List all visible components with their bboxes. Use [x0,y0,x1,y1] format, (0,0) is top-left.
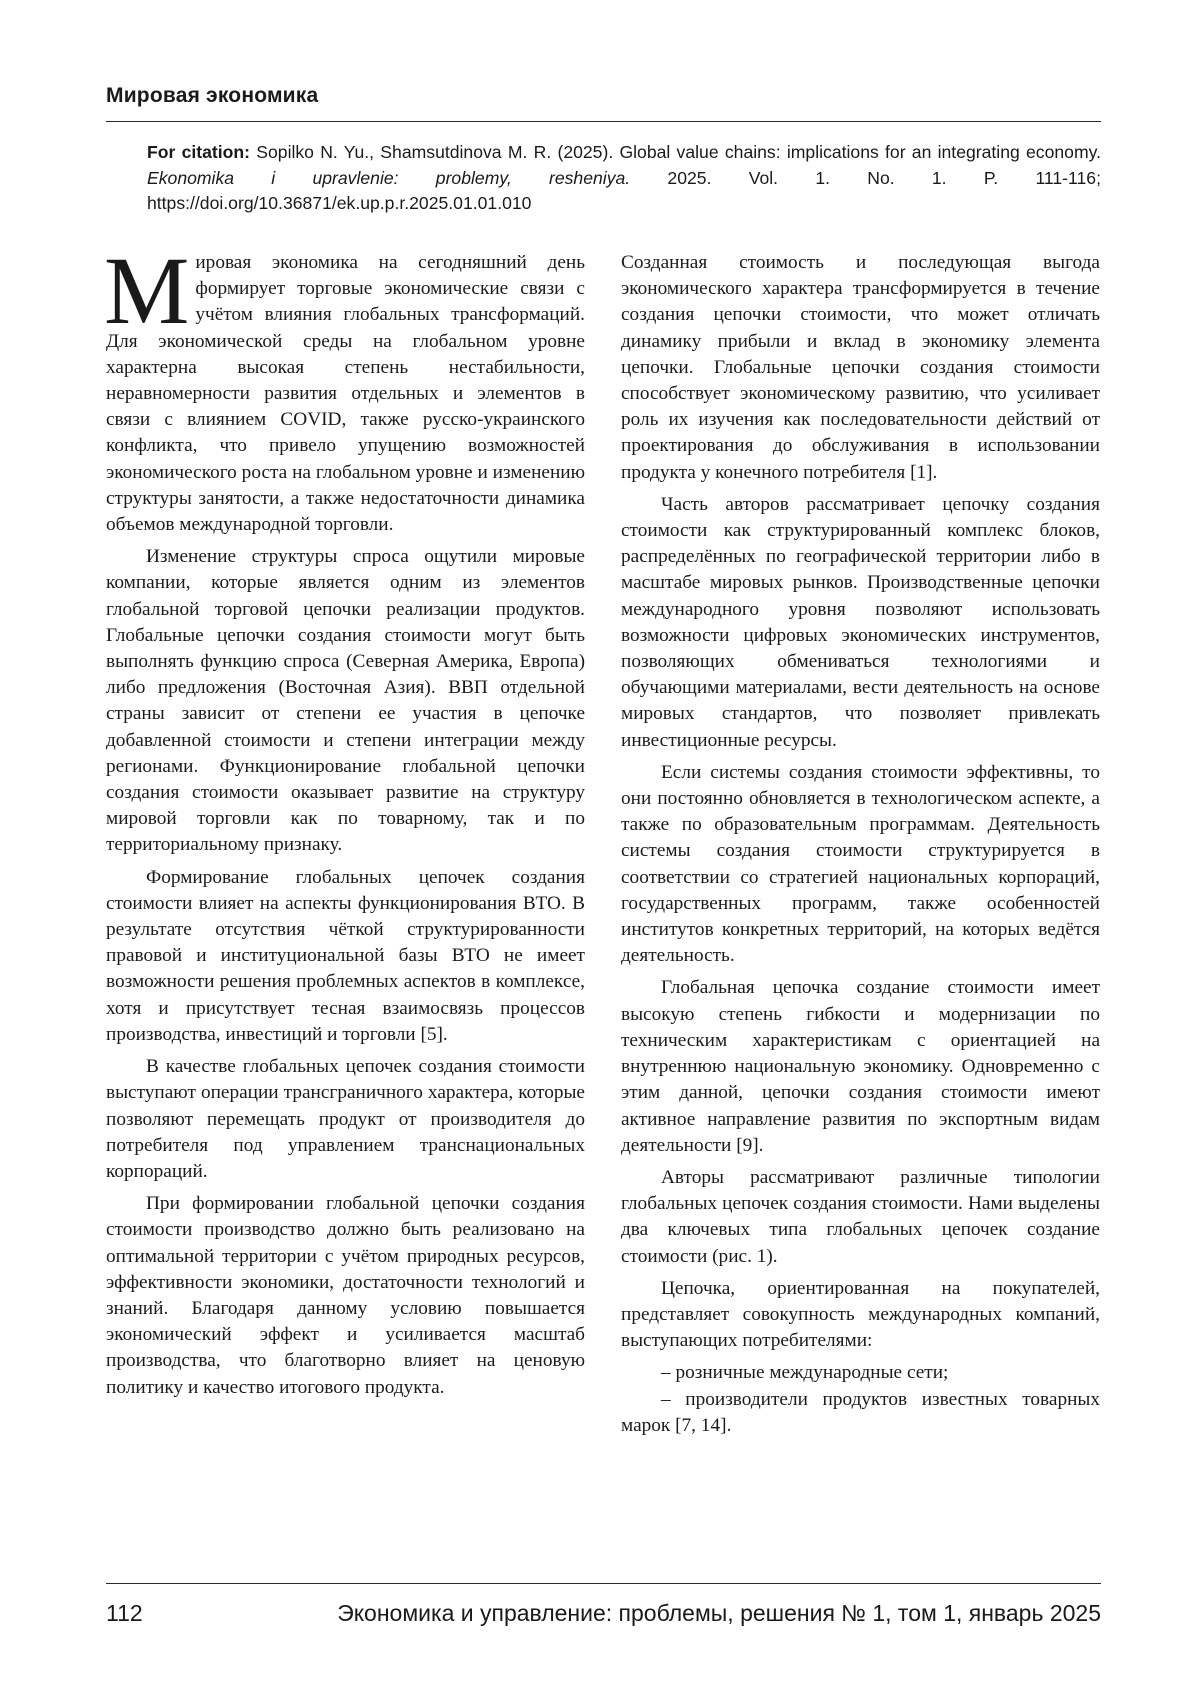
citation-label: For citation: [147,142,250,162]
citation-journal: Ekonomika i upravlenie: problemy, resheniya. [147,168,630,188]
paragraph: Часть авторов рассматривает цепочку создания стоимости как структурированный комплекс блоков, распределённых по географической территории либо в масштабе мировых рынков. Производственные цепочки международного уровня позволяют использовать возможности цифровых экономических инструментов, позволяющих обмениваться технологиями и обучающими материалами, вести деятельность на основе мировых стандартов, что позволяет привлекать инвестиционные ресурсы. [621,492,1100,754]
journal-footer: Экономика и управление: проблемы, решения № 1, том 1, январь 2025 [337,1600,1101,1627]
footer-rule [106,1583,1101,1584]
paragraph: Изменение структуры спроса ощутили мировые компании, которые является одним из элементов глобальной торговой цепочки реализации продуктов. Глобальные цепочки создания стоимости могут быть выполнять функцию спроса (Северная Америка, Европа) либо предложения (Восточная Азия). ВВП отдельной страны зависит от степени ее участия в цепочке добавленной стоимости и степени интеграции между регионами. Функционирование глобальной цепочки создания стоимости оказывает развитие на структуру мировой торговли как по товарному, так и по территориальному признаку. [106,544,585,858]
paragraph: Созданная стоимость и последующая выгода экономического характера трансформируется в течение создания цепочки стоимости, что может отличать динамику прибыли и вклад в экономику элемента цепочки. Глобальные цепочки создания стоимости способствует экономическому развитию, что усиливает роль их изучения как последовательности действий от проектирования до обслуживания в использовании продукта у конечного потребителя [1]. [621,250,1100,486]
journal-page [0,0,1200,1698]
paragraph-text: ировая экономика на сегодняшний день формирует торговые экономические связи с учётом влияния глобальных трансформаций. Для экономической среды на глобальном уровне характерна высокая степень нестабильности, неравномерности развития отдельных и элементов в связи с влиянием COVID, также русско-украинского конфликта, что привело упущению возможностей экономического роста на глобальном уровне и изменению структуры занятости, а также недостаточности динамика объемов международной торговли. [106,252,585,535]
running-head: Мировая экономика [106,84,318,108]
citation-block [147,140,1101,217]
list-item: – производители продуктов известных товарных марок [7, 14]. [621,1387,1100,1439]
paragraph: Если системы создания стоимости эффективны, то они постоянно обновляется в технологическом аспекте, а также по образовательным программам. Деятельность системы создания стоимости структурируется в соответствии со стратегией национальных корпораций, государственных программ, также особенностей институтов конкретных территорий, на которых ведётся деятельность. [621,760,1100,970]
header-rule [106,121,1101,122]
drop-cap: М [104,254,189,328]
page-number: 112 [106,1600,143,1627]
paragraph: Формирование глобальных цепочек создания стоимости влияет на аспекты функционирования ВТО. В результате отсутствия чёткой структурированности правовой и институциональной базы ВТО не имеет возможности решения проблемных аспектов в комплексе, хотя и присутствует тесная взаимосвязь процессов производства, инвестиций и торговли [5]. [106,865,585,1048]
paragraph [106,250,585,538]
paragraph: В качестве глобальных цепочек создания стоимости выступают операции трансграничного характера, которые позволяют перемещать продукт от производителя до потребителя под управлением транснациональных корпораций. [106,1054,585,1185]
paragraph: Глобальная цепочка создание стоимости имеет высокую степень гибкости и модернизации по техническим характеристикам с ориентацией на внутреннюю национальную экономику. Одновременно с этим данной, цепочки создания стоимости имеют активное направление развития по экспортным видам деятельности [9]. [621,975,1100,1158]
list-item: – розничные международные сети; [621,1360,1100,1386]
left-column [106,250,585,1407]
paragraph: Цепочка, ориентированная на покупателей, представляет совокупность международных компаний, выступающих потребителями: [621,1276,1100,1355]
citation-details: 2025. Vol. 1. No. 1. P. 111-116; https://doi.org/10.36871/ek.up.p.r.2025.01.01.010 [147,168,1101,214]
citation-authors: Sopilko N. Yu., Shamsutdinova M. R. (2025). Global value chains: implications for an integrating economy. [250,142,1101,162]
paragraph: Авторы рассматривают различные типологии глобальных цепочек создания стоимости. Нами выделены два ключевых типа глобальных цепочек создание стоимости (рис. 1). [621,1165,1100,1270]
right-column [621,250,1100,1439]
paragraph: При формировании глобальной цепочки создания стоимости производство должно быть реализовано на оптимальной территории с учётом природных ресурсов, эффективности экономики, достаточности технологий и знаний. Благодаря данному условию повышается экономический эффект и усиливается масштаб производства, что благотворно влияет на ценовую политику и качество итогового продукта. [106,1191,585,1401]
